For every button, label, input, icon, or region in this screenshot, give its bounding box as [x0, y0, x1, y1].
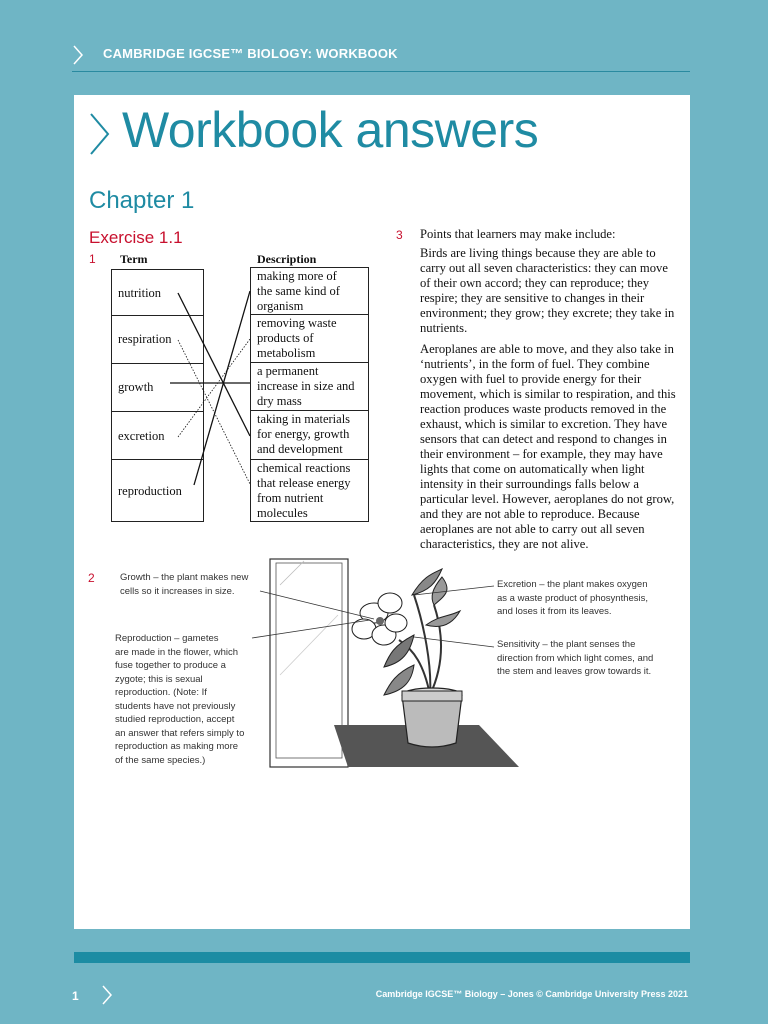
- description-line: removing waste: [257, 316, 337, 330]
- term-label: excretion: [118, 429, 165, 443]
- term-label: nutrition: [118, 286, 162, 300]
- description-line: from nutrient: [257, 491, 324, 505]
- footer-bar: [74, 952, 690, 963]
- description-line: the same kind of: [257, 284, 340, 298]
- excretion-annotation: Excretion – the plant makes oxygen as a waste product of phosynthesis, and loses it from its leaves.: [497, 579, 649, 617]
- header-title: CAMBRIDGE IGCSE™ BIOLOGY: WORKBOOK: [103, 46, 398, 61]
- term-header: Term: [120, 252, 148, 266]
- term-label: growth: [118, 380, 154, 394]
- reproduction-annotation: Reproduction – gametes are made in the flower, which fuse together to produce a zygote; this is sexual reproduction. (Note: If students have not previously studied reproduction, accept an answer that refers simply to reproduction as making more of the same species.): [115, 633, 245, 766]
- question-number: 2: [88, 571, 95, 585]
- description-line: and development: [257, 442, 343, 456]
- sensitivity-annotation: Sensitivity – the plant senses the direction from which light comes, and the stem and leaves grow towards it.: [497, 639, 654, 677]
- question-number: 1: [89, 252, 96, 266]
- question-number: 3: [396, 228, 403, 242]
- description-line: taking in materials: [257, 412, 351, 426]
- answer-paragraph: Birds are living things because they are able to carry out all seven characteristics: they can move of their own accord; they can reproduce; they respire; they are sensitive to changes in their environment; they grow; they excrete; they take in nutrients.: [420, 246, 675, 335]
- description-line: chemical reactions: [257, 461, 351, 475]
- page-panel: [74, 95, 690, 929]
- page-title: Workbook answers: [122, 102, 539, 158]
- description-line: organism: [257, 299, 304, 313]
- annotation-pointer-lines: [74, 95, 690, 795]
- description-line: molecules: [257, 506, 308, 520]
- description-line: that release energy: [257, 476, 351, 490]
- growth-annotation: Growth – the plant makes new cells so it increases in size.: [120, 572, 249, 597]
- term-label: reproduction: [118, 484, 182, 498]
- answer-paragraph: Aeroplanes are able to move, and they also take in ‘nutrients’, in the form of fuel. They combine oxygen with fuel to provide energy for their movement, which is similar to respiration, and this reaction produces waste products removed in the exhaust, which is similar to excretion. They have sensors that can detect and respond to changes in their environment – for example, they may have lights that come on automatically when light intensity in their surroundings falls below a particular level. However, aeroplanes do not grow, and they are not able to reproduce. Because aeroplanes are not able to carry out all seven characteristics, they are not alive.: [420, 342, 676, 551]
- description-header: Description: [257, 252, 317, 266]
- chevron-right-icon: [72, 44, 84, 66]
- description-line: for energy, growth: [257, 427, 350, 441]
- description-line: increase in size and: [257, 379, 355, 393]
- header-rule: [72, 71, 690, 72]
- footer-credit: Cambridge IGCSE™ Biology – Jones © Cambridge University Press 2021: [375, 989, 688, 999]
- chapter-heading: Chapter 1: [89, 187, 195, 214]
- description-line: metabolism: [257, 346, 316, 360]
- description-line: products of: [257, 331, 314, 345]
- description-line: a permanent: [257, 364, 319, 378]
- term-label: respiration: [118, 332, 172, 346]
- exercise-heading: Exercise 1.1: [89, 228, 183, 247]
- answer-lead: Points that learners may make include:: [420, 227, 616, 241]
- description-line: dry mass: [257, 394, 302, 408]
- page-number: 1: [72, 989, 79, 1003]
- description-line: making more of: [257, 269, 337, 283]
- chevron-right-icon: [101, 984, 113, 1006]
